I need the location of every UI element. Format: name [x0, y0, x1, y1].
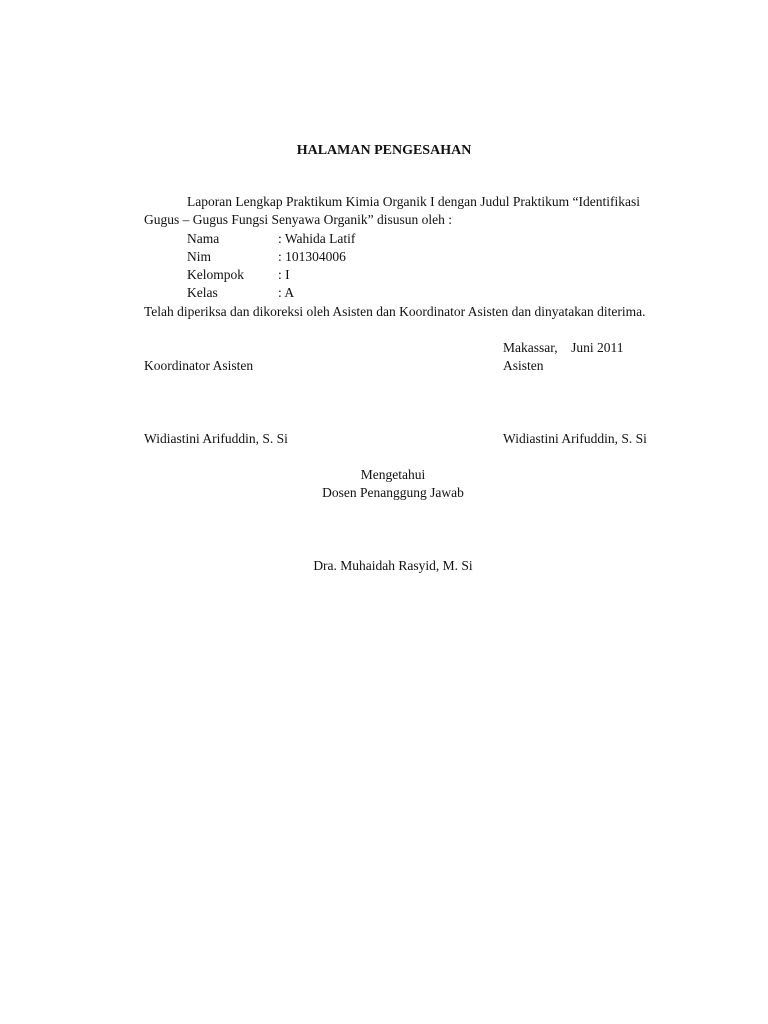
field-label-kelompok: Kelompok — [187, 267, 244, 282]
page-title: HALAMAN PENGESAHAN — [296, 143, 472, 158]
field-value-nim: : 101304006 — [278, 249, 346, 264]
approval-heading: Mengetahui — [360, 467, 426, 482]
lecturer-role: Dosen Penanggung Jawab — [322, 485, 464, 500]
approval-statement: Telah diperiksa dan dikoreksi oleh Asisten dan Koordinator Asisten dan dinyatakan diterima. — [144, 304, 646, 319]
field-label-nim: Nim — [187, 249, 212, 264]
intro-line-1: Laporan Lengkap Praktikum Kimia Organik I dengan Judul Praktikum “Identifikasi — [187, 194, 641, 209]
assistant-name: Widiastini Arifuddin, S. Si — [503, 431, 647, 446]
field-label-kelas: Kelas — [187, 285, 218, 300]
field-value-kelompok: : I — [278, 267, 290, 282]
city-date: Makassar, Juni 2011 — [503, 340, 624, 355]
coordinator-role: Koordinator Asisten — [144, 358, 254, 373]
coordinator-name: Widiastini Arifuddin, S. Si — [144, 431, 288, 446]
lecturer-name: Dra. Muhaidah Rasyid, M. Si — [313, 558, 473, 573]
intro-line-2: Gugus – Gugus Fungsi Senyawa Organik” disusun oleh : — [144, 212, 452, 227]
assistant-role: Asisten — [503, 358, 544, 373]
field-label-nama: Nama — [187, 231, 220, 246]
field-value-kelas: : A — [278, 285, 295, 300]
field-value-nama: : Wahida Latif — [278, 231, 356, 246]
